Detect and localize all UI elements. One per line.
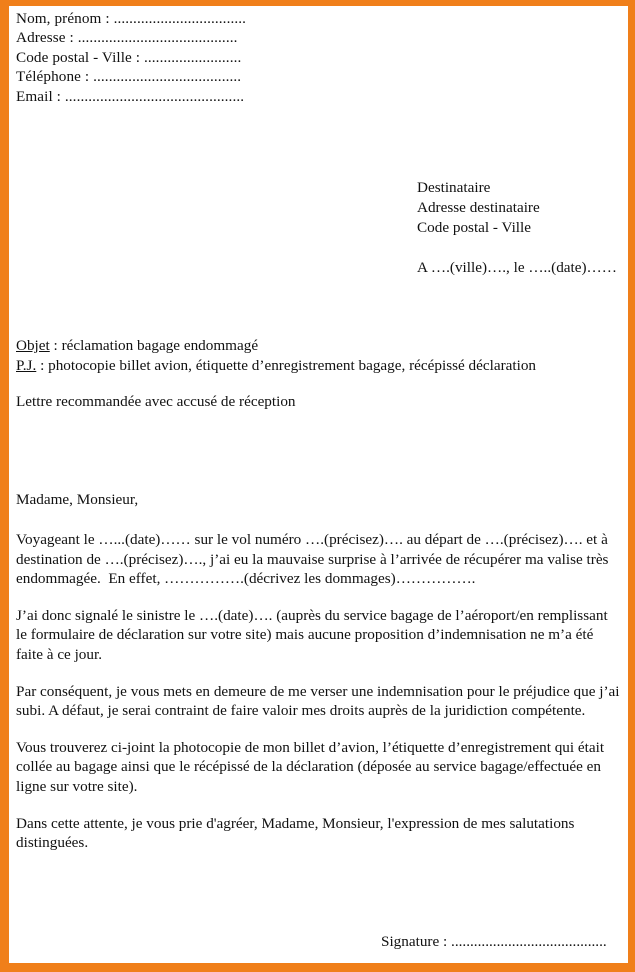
sender-email-line: Email : .............................................. xyxy=(16,87,245,105)
sender-name-line: Nom, prénom : .................................. xyxy=(16,10,247,27)
recipient-address-line: Adresse destinataire xyxy=(417,199,540,216)
body-paragraph-4: Vous trouverez ci-joint la photocopie de mon billet d’avion, l’étiquette d’enregistrement qui était collée au bagage ainsi que le récépissé de la déclaration (déposée au service bagage/effectuée en ligne sur votre site). xyxy=(16,738,608,795)
sender-address-block xyxy=(16,6,622,106)
signature-line: Signature : ......................................... xyxy=(381,933,607,950)
salutation-text: Madame, Monsieur, xyxy=(16,491,139,508)
signature-block xyxy=(381,932,607,951)
body-paragraph-3: Par conséquent, je vous mets en demeure de me verser une indemnisation pour le préjudice que j’ai subi. A défaut, je serai contraint de faire valoir mes droits auprès de la juridiction compétente. xyxy=(16,682,624,720)
letter-sheet xyxy=(9,6,628,963)
pj-text: : photocopie billet avion, étiquette d’enregistrement bagage, récépissé déclaration xyxy=(36,357,537,374)
body-paragraph-closing: Dans cette attente, je vous prie d'agréer, Madame, Monsieur, l'expression de mes salutations distinguées. xyxy=(16,814,579,852)
place-and-date-line xyxy=(417,258,617,277)
recipient-name-line: Destinataire xyxy=(417,179,491,196)
registered-mail-text: Lettre recommandée avec accusé de réception xyxy=(16,393,296,410)
sender-address-line: Adresse : ......................................... xyxy=(16,29,238,47)
recipient-address-block xyxy=(417,178,540,238)
letter-body xyxy=(16,530,624,853)
registered-mail-notice xyxy=(16,392,296,411)
pj-line xyxy=(16,356,622,376)
sender-phone-line: Téléphone : ...................................... xyxy=(16,68,242,86)
body-paragraph-2: J’ai donc signalé le sinistre le ….(date)…. (auprès du service bagage de l’aéroport/en remplissant le formulaire de déclaration sur votre site) mais aucune proposition d’indemnisation ne m’a été faite à ce jour. xyxy=(16,606,612,663)
subject-block xyxy=(16,336,622,376)
objet-line xyxy=(16,336,622,356)
salutation-block xyxy=(16,490,138,509)
place-and-date-text: A ….(ville)…., le …..(date)…… xyxy=(417,259,617,276)
objet-text: : réclamation bagage endommagé xyxy=(49,337,259,354)
objet-label: Objet xyxy=(16,337,50,354)
sender-postal-city-line: Code postal - Ville : ......................... xyxy=(16,48,242,66)
pj-label: P.J. xyxy=(16,357,37,374)
recipient-postal-city-line: Code postal - Ville xyxy=(417,219,531,236)
body-paragraph-1: Voyageant le …...(date)…… sur le vol numéro ….(précisez)…. au départ de ….(précisez)…. et à destination de ….(précisez)…., j’ai eu la mauvaise surprise à l’arrivée de récupérer ma valise très endommagée. En effet, …………….(décrivez les dommages)……………. xyxy=(16,531,613,588)
